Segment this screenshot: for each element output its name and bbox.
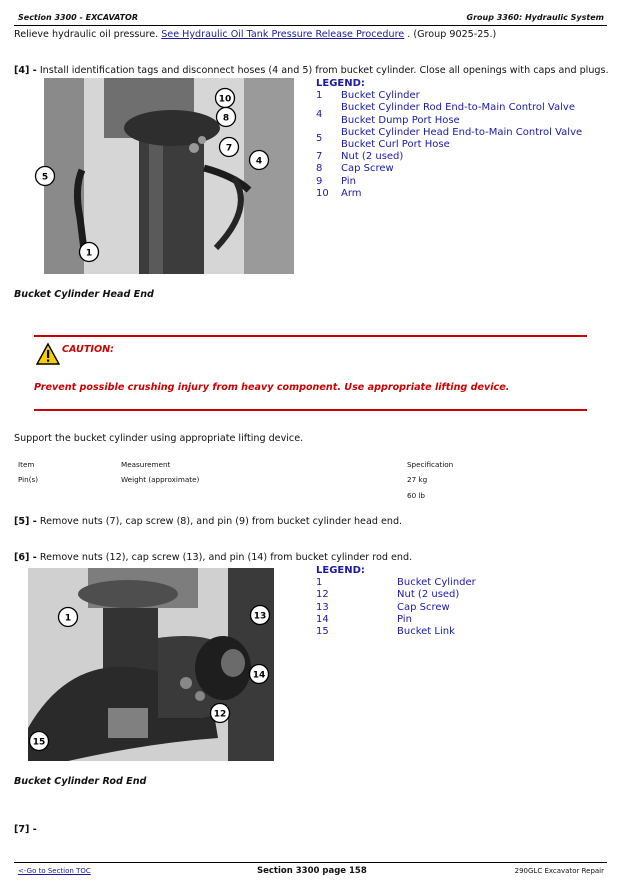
callout-15 <box>28 730 50 756</box>
step-4-text: Install identification tags and disconnect hoses (4 and 5) from bucket cylinder. Close all openings with caps and plugs. <box>36 65 609 76</box>
step-5-number: [5] - <box>14 516 37 527</box>
legend-item-text: Arm <box>341 187 362 199</box>
legend-item <box>316 90 606 102</box>
legend-item-text: Bucket Cylinder Rod End-to-Main Control Valve Bucket Dump Port Hose <box>341 102 575 126</box>
callout-1 <box>78 241 100 267</box>
callout-5 <box>34 165 56 191</box>
callout-10-label: 10 <box>218 94 232 105</box>
manual-title: 290GLC Excavator Repair <box>514 867 604 875</box>
caution-top-rule <box>34 335 587 337</box>
callout-1-label: 1 <box>85 248 93 259</box>
legend-item-number: 4 <box>316 108 323 120</box>
intro-text-after: . (Group 9025-25.) <box>404 29 497 40</box>
legend-item <box>316 614 516 626</box>
warning-triangle-icon <box>36 343 60 369</box>
legend-item-number: 15 <box>316 626 329 638</box>
callout-4 <box>248 149 270 175</box>
step-5 <box>14 516 402 527</box>
section-header: Section 3300 - EXCAVATOR <box>18 13 138 22</box>
step-5-text: Remove nuts (7), cap screw (8), and pin (9) from bucket cylinder head end. <box>36 516 403 527</box>
legend-title: LEGEND: <box>316 565 365 576</box>
callout-7 <box>218 136 240 162</box>
callout-15-label: 15 <box>32 737 46 748</box>
legend-rod-end <box>316 565 516 638</box>
legend-item-number: 8 <box>316 163 323 175</box>
legend-item <box>316 589 516 601</box>
step-7-number: [7] - <box>14 824 37 835</box>
callout-8-label: 8 <box>222 113 230 124</box>
legend-item-text: Cap Screw <box>341 163 394 175</box>
legend-item-text: Bucket Cylinder <box>397 577 476 589</box>
legend-item-text: Nut (2 used) <box>341 151 404 163</box>
step-4 <box>14 65 609 76</box>
step-6-text: Remove nuts (12), cap screw (13), and pin (14) from bucket cylinder rod end. <box>36 552 413 563</box>
rod-end-illustration <box>28 568 274 761</box>
callout-7-label: 7 <box>225 143 233 154</box>
caution-label: CAUTION: <box>62 344 114 355</box>
table-header-measurement: Measurement <box>121 460 171 469</box>
header-rule <box>14 25 607 26</box>
go-to-section-toc-link[interactable]: <-Go to Section TOC <box>18 867 91 875</box>
legend-item-number: 7 <box>316 151 323 163</box>
page-number: Section 3300 page 158 <box>257 866 367 876</box>
bucket-cylinder-head-end-photo <box>41 78 294 274</box>
intro-paragraph <box>14 29 496 40</box>
legend-item-number: 5 <box>316 132 323 144</box>
legend-item <box>316 102 606 126</box>
support-instruction: Support the bucket cylinder using appropriate lifting device. <box>14 433 304 444</box>
legend-item <box>316 151 606 163</box>
callout-1-label: 1 <box>64 613 72 624</box>
legend-item-number: 1 <box>316 577 323 589</box>
legend-item-number: 13 <box>316 601 329 613</box>
caution-text: Prevent possible crushing injury from heavy component. Use appropriate lifting device. <box>34 382 510 393</box>
table-cell-item: Pin(s) <box>18 475 39 484</box>
legend-item <box>316 626 516 638</box>
step-4-number: [4] - <box>14 65 37 76</box>
legend-item <box>316 577 516 589</box>
legend-item <box>316 163 606 175</box>
legend-item-text: Bucket Cylinder <box>341 90 420 102</box>
step-6 <box>14 552 412 563</box>
intro-text: Relieve hydraulic oil pressure. <box>14 29 162 40</box>
bucket-cylinder-rod-end-photo <box>28 568 274 761</box>
legend-item-text: Pin <box>341 175 356 187</box>
legend-item <box>316 127 606 151</box>
table-cell-spec-lb: 60 lb <box>407 491 425 500</box>
callout-1 <box>57 606 79 632</box>
legend-item <box>316 176 606 188</box>
figure-caption-rod-end: Bucket Cylinder Rod End <box>14 776 147 787</box>
callout-12 <box>209 702 231 728</box>
table-cell-measurement: Weight (approximate) <box>121 475 200 484</box>
legend-head-end <box>316 78 606 200</box>
table-header-item: Item <box>18 460 35 469</box>
legend-item-number: 10 <box>316 187 329 199</box>
callout-14-label: 14 <box>252 670 266 681</box>
callout-8 <box>215 106 237 132</box>
table-header-specification: Specification <box>407 460 454 469</box>
callout-14 <box>248 663 270 689</box>
legend-item-number: 14 <box>316 613 329 625</box>
legend-item <box>316 188 606 200</box>
table-cell-spec-kg: 27 kg <box>407 475 428 484</box>
figure-caption-head-end: Bucket Cylinder Head End <box>14 289 154 300</box>
legend-item-text: Bucket Link <box>397 626 455 638</box>
legend-item-number: 1 <box>316 90 323 102</box>
group-header: Group 3360: Hydraulic System <box>466 13 604 22</box>
legend-item-number: 12 <box>316 589 329 601</box>
legend-item-text: Pin <box>397 613 412 625</box>
pressure-release-link[interactable]: See Hydraulic Oil Tank Pressure Release Procedure <box>161 29 405 40</box>
callout-13 <box>249 604 271 630</box>
callout-12-label: 12 <box>213 709 227 720</box>
step-6-number: [6] - <box>14 552 37 563</box>
legend-item-number: 9 <box>316 175 323 187</box>
legend-item-text: Cap Screw <box>397 601 450 613</box>
callout-4-label: 4 <box>255 156 263 167</box>
caution-bottom-rule <box>34 409 587 411</box>
legend-title: LEGEND: <box>316 78 365 89</box>
legend-item-text: Bucket Cylinder Head End-to-Main Control Valve Bucket Curl Port Hose <box>341 126 583 151</box>
callout-5-label: 5 <box>41 172 49 183</box>
footer-rule <box>14 862 607 863</box>
legend-item <box>316 602 516 614</box>
callout-13-label: 13 <box>253 611 267 622</box>
legend-item-text: Nut (2 used) <box>397 589 460 601</box>
